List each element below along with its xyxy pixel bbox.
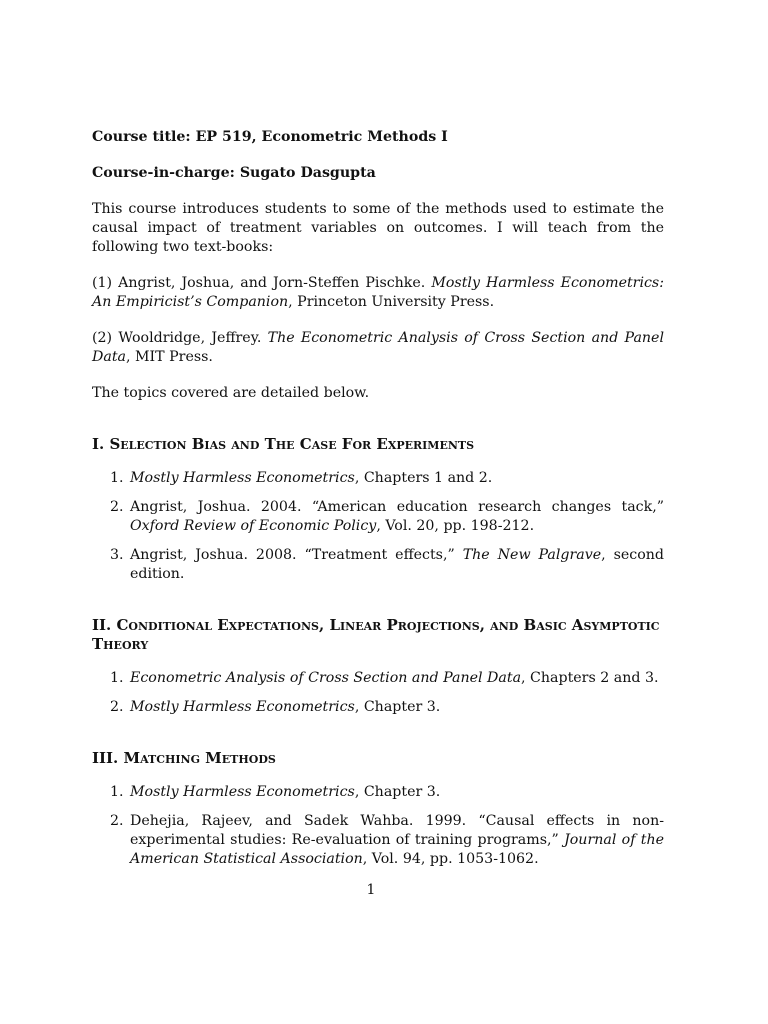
list-item-number: 1.: [110, 470, 124, 486]
textbook-2-prefix: (2) Wooldridge, Jeffrey.: [92, 330, 268, 346]
list-item: [92, 812, 664, 869]
textbook-1-title: Mostly Harmless Econometrics: An Empiricist’s Companion: [92, 275, 664, 310]
course-in-charge-value: Sugato Dasgupta: [239, 165, 376, 181]
list-item-italic: Journal of the American Statistical Association: [130, 832, 664, 867]
course-in-charge-line: [92, 164, 664, 183]
list-item-tail: , Chapter 3.: [354, 784, 441, 800]
section-title: I. Selection Bias and The Case For Experiments: [92, 435, 475, 453]
list-item-tail: , Chapters 1 and 2.: [354, 470, 493, 486]
section-title: III. Matching Methods: [92, 749, 276, 767]
list-item-text: Dehejia, Rajeev, and Sadek Wahba. 1999. “Causal effects in non-experimental studies: Re-evaluation of training programs,”: [130, 813, 664, 848]
list-item: [92, 546, 664, 584]
list-item-tail: , Vol. 20, pp. 198-212.: [376, 518, 535, 534]
list-item-number: 2.: [110, 813, 124, 829]
list-item-number: 2.: [110, 699, 124, 715]
textbook-2: [92, 329, 664, 367]
list-item-number: 3.: [110, 547, 124, 563]
course-title-line: [92, 128, 664, 147]
topics-intro: The topics covered are detailed below.: [92, 385, 370, 401]
list-item-text: Angrist, Joshua. 2008. “Treatment effects,”: [130, 547, 463, 563]
list-item-tail: , Vol. 94, pp. 1053-1062.: [362, 851, 539, 867]
list-item-tail: , Chapter 3.: [354, 699, 441, 715]
intro-paragraph: This course introduces students to some of the methods used to estimate the causal impact of treatment variables on outcomes. I will teach from the following two text-books:: [92, 201, 664, 255]
list-item-italic: Mostly Harmless Econometrics: [130, 699, 355, 715]
list-item-tail: , Chapters 2 and 3.: [521, 670, 659, 686]
list-item: [92, 669, 664, 688]
document-page: [92, 128, 664, 879]
list-item-italic: The New Palgrave: [462, 547, 602, 563]
list-item-number: 2.: [110, 499, 124, 515]
list-item-number: 1.: [110, 670, 124, 686]
textbook-1-prefix: (1) Angrist, Joshua, and Jorn-Steffen Pischke.: [92, 275, 432, 291]
textbook-2-suffix: , MIT Press.: [126, 349, 213, 365]
course-title-label: Course title:: [92, 129, 191, 145]
list-item-italic: Oxford Review of Economic Policy: [130, 518, 377, 534]
textbook-2-title: The Econometric Analysis of Cross Section and Panel Data: [92, 330, 664, 365]
list-item: [92, 498, 664, 536]
course-title-value: EP 519, Econometric Methods I: [195, 129, 448, 145]
textbook-1-suffix: , Princeton University Press.: [288, 294, 495, 310]
list-item-italic: Mostly Harmless Econometrics: [130, 784, 355, 800]
page-number: 1: [366, 882, 376, 898]
list-item: [92, 783, 664, 802]
textbook-1: [92, 274, 664, 312]
course-in-charge-label: Course-in-charge:: [92, 165, 235, 181]
list-item-italic: Mostly Harmless Econometrics: [130, 470, 355, 486]
list-item: [92, 698, 664, 717]
section-title: II. Conditional Expectations, Linear Projections, and Basic Asymptotic Theory: [92, 616, 660, 653]
list-item-number: 1.: [110, 784, 124, 800]
list-item-italic: Econometric Analysis of Cross Section and Panel Data: [130, 670, 522, 686]
list-item-text: Angrist, Joshua. 2004. “American education research changes tack,”: [130, 499, 664, 515]
list-item: [92, 469, 664, 488]
list-item-tail: , second edition.: [130, 547, 665, 582]
